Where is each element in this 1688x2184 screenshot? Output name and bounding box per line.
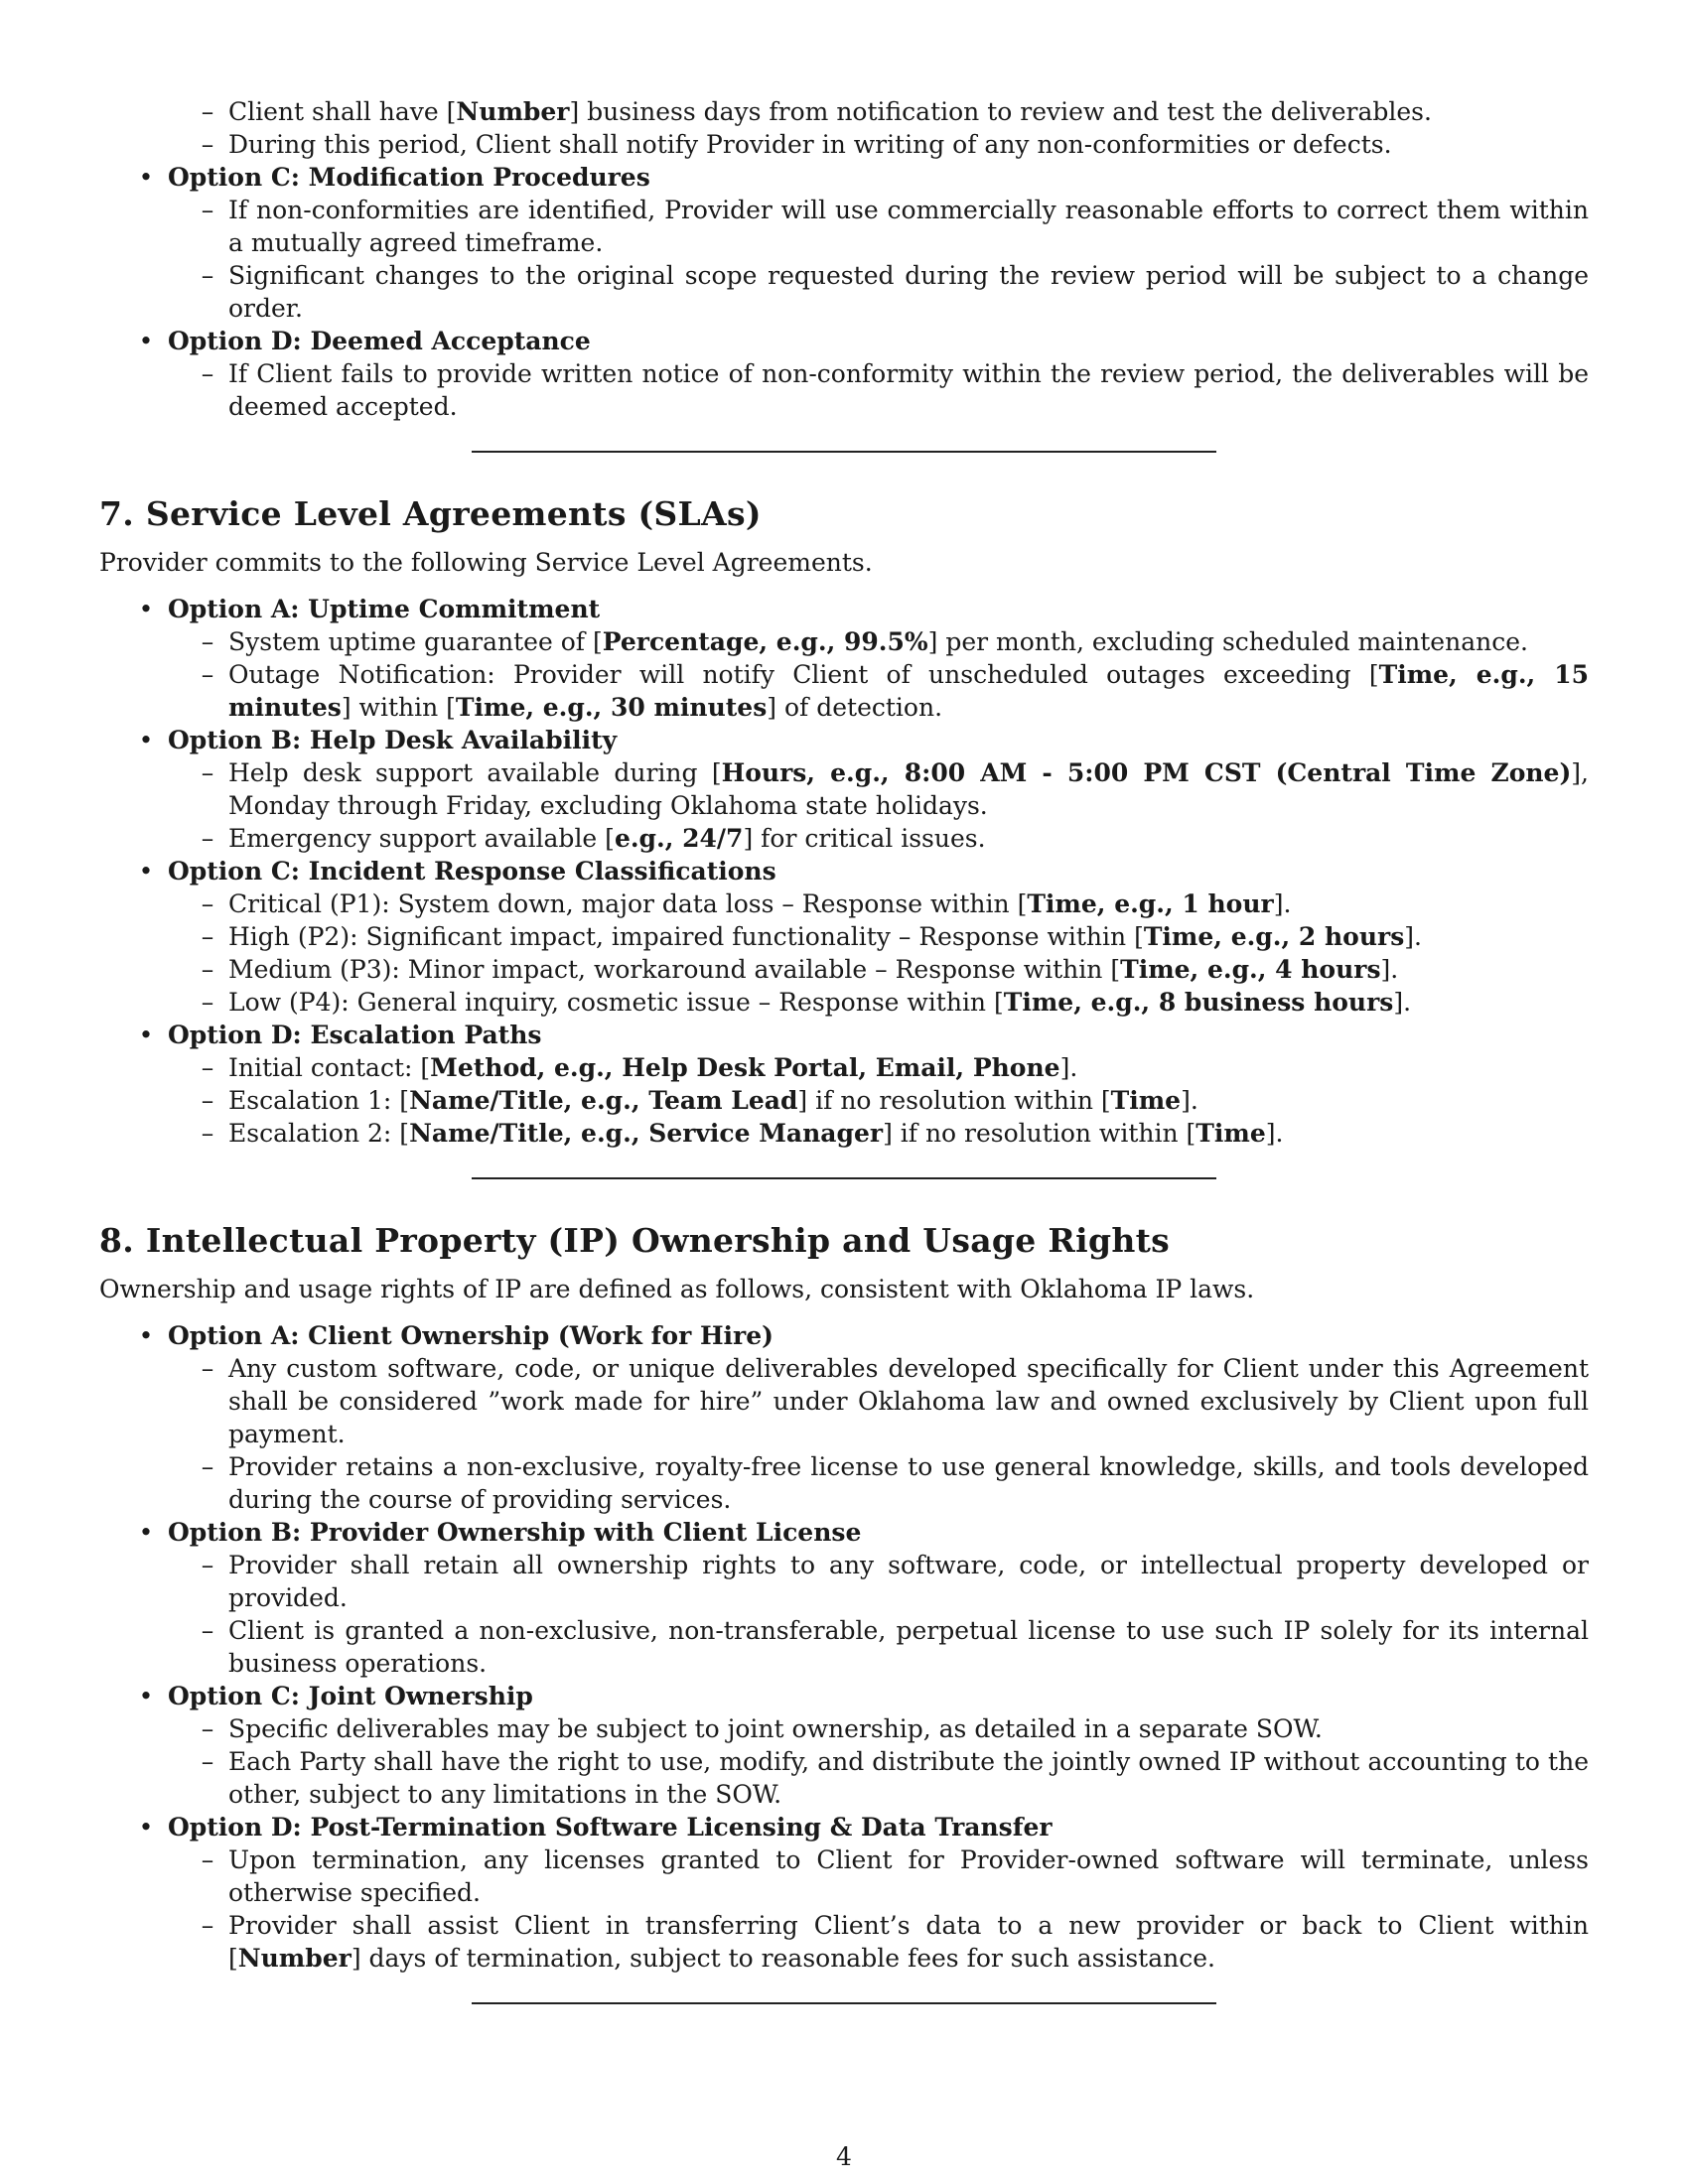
clause-text: ]. (1404, 922, 1422, 951)
page-number: 4 (836, 2142, 852, 2171)
placeholder-field-text: Time, e.g., 15 minutes (228, 660, 1589, 722)
sub-item (168, 1084, 1589, 1117)
clause-text: ] for critical issues. (743, 824, 986, 853)
clause-text: System uptime guarantee of [ (228, 627, 603, 656)
option-item (99, 1019, 1589, 1150)
placeholder-field-text: Time, e.g., 8 business hours (1003, 988, 1394, 1017)
section-divider (472, 451, 1216, 453)
sub-item (168, 1051, 1589, 1084)
sub-item (168, 1712, 1589, 1745)
dash-icon: – (201, 261, 214, 290)
placeholder-field-text: Name/Title, e.g., Team Lead (409, 1086, 798, 1115)
bullet-icon: • (138, 1321, 154, 1350)
sub-item (168, 822, 1589, 855)
clause-text: Medium (P3): Minor impact, workaround available – Response within [ (228, 955, 1121, 984)
section-divider (472, 1177, 1216, 1179)
clause-text: If non-conformities are identified, Provider will use commercially reasonable efforts to correct them within a mutually agreed timeframe. (228, 196, 1589, 257)
dash-icon: – (201, 97, 214, 126)
sub-item-list (168, 887, 1589, 1019)
option-title: Option D: Deemed Acceptance (168, 327, 591, 355)
clause-text: Client shall have [ (228, 97, 457, 126)
bullet-icon: • (138, 1021, 154, 1049)
clause-text: Escalation 2: [ (228, 1119, 410, 1148)
option-item (99, 724, 1589, 855)
clause-text: Help desk support available during [ (228, 758, 722, 787)
clause-text: ] if no resolution within [ (883, 1119, 1196, 1148)
clause-text: High (P2): Significant impact, impaired functionality – Response within [ (228, 922, 1144, 951)
option-title: Option D: Escalation Paths (168, 1021, 542, 1049)
placeholder-field-text: Time, e.g., 4 hours (1120, 955, 1381, 984)
option-title: Option A: Uptime Commitment (168, 595, 601, 623)
dash-icon: – (201, 1616, 214, 1645)
bullet-icon: • (138, 1682, 154, 1710)
clause-text: Significant changes to the original scope requested during the review period will be subject to a change order. (228, 261, 1589, 323)
dash-icon: – (201, 889, 214, 918)
option-title: Option C: Joint Ownership (168, 1682, 533, 1710)
clause-text: ]. (1181, 1086, 1198, 1115)
clause-text: Critical (P1): System down, major data loss – Response within [ (228, 889, 1028, 918)
clause-text: If Client fails to provide written notice of non-conformity within the review period, the deliverables will be deemed accepted. (228, 359, 1589, 421)
sub-item-list (168, 1549, 1589, 1680)
sub-item (168, 1352, 1589, 1450)
dash-icon: – (201, 922, 214, 951)
clause-text: Each Party shall have the right to use, modify, and distribute the jointly owned IP without accounting to the other, subject to any limitations in the SOW. (228, 1747, 1589, 1809)
section-7-option-list (99, 593, 1589, 1150)
clause-text: During this period, Client shall notify Provider in writing of any non-conformities or defects. (228, 130, 1392, 159)
clause-text: ]. (1059, 1053, 1078, 1082)
section-8-intro: Ownership and usage rights of IP are defined as follows, consistent with Oklahoma IP laws. (99, 1275, 1255, 1303)
sub-item (168, 1909, 1589, 1975)
placeholder-field-text: Time, e.g., 30 minutes (455, 693, 768, 722)
sub-item (168, 756, 1589, 822)
placeholder-field-text: Hours, e.g., 8:00 AM - 5:00 PM CST (Central Time Zone) (721, 758, 1572, 787)
sub-item (168, 1549, 1589, 1614)
clause-text: ]. (1273, 889, 1292, 918)
option-title: Option B: Provider Ownership with Client License (168, 1518, 862, 1547)
clause-text: ] business days from notification to review and test the deliverables. (569, 97, 1432, 126)
placeholder-field-text: Name/Title, e.g., Service Manager (409, 1119, 884, 1148)
placeholder-field-text: Percentage, e.g., 99.5% (602, 627, 928, 656)
sub-item-list (168, 357, 1589, 423)
dash-icon: – (201, 1911, 214, 1940)
dash-icon: – (201, 1551, 214, 1579)
clause-text: Outage Notification: Provider will notify Client of unscheduled outages exceeding [ (228, 660, 1379, 689)
option-title: Option C: Modification Procedures (168, 163, 650, 192)
placeholder-field-text: e.g., 24/7 (614, 824, 744, 853)
sub-item-list (168, 1051, 1589, 1150)
sub-item-list (168, 1843, 1589, 1975)
dash-icon: – (201, 1086, 214, 1115)
sub-item (168, 625, 1589, 658)
clause-text: ]. (1393, 988, 1412, 1017)
sub-item (168, 1843, 1589, 1909)
clause-text: ] per month, excluding scheduled maintenance. (927, 627, 1528, 656)
placeholder-field-text: Number (237, 1944, 352, 1973)
clause-text: ] if no resolution within [ (797, 1086, 1111, 1115)
intro-option-list (99, 95, 1589, 423)
dash-icon: – (201, 1714, 214, 1743)
placeholder-field-text: Method, e.g., Help Desk Portal, Email, Phone (430, 1053, 1060, 1082)
dash-icon: – (201, 196, 214, 224)
sub-item (168, 986, 1589, 1019)
option-item (99, 1680, 1589, 1811)
dash-icon: – (201, 1053, 214, 1082)
dash-icon: – (201, 359, 214, 388)
sub-item-list (168, 1352, 1589, 1516)
dash-icon: – (201, 1452, 214, 1481)
bullet-icon: • (138, 327, 154, 355)
option-item (99, 1319, 1589, 1516)
dash-icon: – (201, 627, 214, 656)
clause-text: Initial contact: [ (228, 1053, 431, 1082)
sub-item (168, 128, 1589, 161)
dash-icon: – (201, 130, 214, 159)
sub-item (168, 658, 1589, 724)
clause-text: Provider shall assist Client in transferring Client’s data to a new provider or back to Client within [ (228, 1911, 1589, 1973)
sub-item-list (168, 95, 1589, 161)
option-item (99, 855, 1589, 1019)
dash-icon: – (201, 955, 214, 984)
placeholder-field-text: Time, e.g., 1 hour (1027, 889, 1274, 918)
sub-item (168, 1745, 1589, 1811)
document-page (99, 95, 1589, 2004)
dash-icon: – (201, 988, 214, 1017)
clause-text: Any custom software, code, or unique deliverables developed specifically for Client under this Agreement shall be considered ”work made for hire” under Oklahoma law and owned exclusively by Client upon full payment. (228, 1354, 1589, 1448)
sub-item-list (168, 756, 1589, 855)
option-title: Option A: Client Ownership (Work for Hire) (168, 1321, 774, 1350)
sub-item (168, 259, 1589, 325)
clause-text: Upon termination, any licenses granted to Client for Provider-owned software will terminate, unless otherwise specified. (228, 1845, 1589, 1907)
clause-text: ] days of termination, subject to reasonable fees for such assistance. (351, 1944, 1215, 1973)
section-8-option-list (99, 1319, 1589, 1975)
sub-item (168, 1614, 1589, 1680)
sub-item-list (168, 1712, 1589, 1811)
bullet-icon: • (138, 595, 154, 623)
clause-text: Provider retains a non-exclusive, royalty-free license to use general knowledge, skills, and tools developed during the course of providing services. (228, 1452, 1589, 1514)
option-title: Option C: Incident Response Classifications (168, 857, 776, 886)
placeholder-field-text: Number (456, 97, 570, 126)
sub-item (168, 953, 1589, 986)
placeholder-field-text: Time (1196, 1119, 1266, 1148)
placeholder-field-text: Time (1110, 1086, 1182, 1115)
option-item (99, 1516, 1589, 1680)
dash-icon: – (201, 660, 214, 689)
clause-text: Provider shall retain all ownership rights to any software, code, or intellectual property developed or provided. (228, 1551, 1589, 1612)
clause-text: Client is granted a non-exclusive, non-transferable, perpetual license to use such IP solely for its internal business operations. (228, 1616, 1589, 1678)
dash-icon: – (201, 1747, 214, 1776)
option-item (99, 95, 1589, 161)
bullet-icon: • (138, 163, 154, 192)
clause-text: ]. (1380, 955, 1399, 984)
sub-item-list (168, 625, 1589, 724)
section-8-heading: 8. Intellectual Property (IP) Ownership and Usage Rights (99, 1221, 1171, 1260)
placeholder-field-text: Time, e.g., 2 hours (1143, 922, 1405, 951)
dash-icon: – (201, 1119, 214, 1148)
dash-icon: – (201, 1354, 214, 1383)
option-item (99, 593, 1589, 724)
sub-item (168, 194, 1589, 259)
option-title: Option D: Post-Termination Software Licensing & Data Transfer (168, 1813, 1053, 1842)
sub-item-list (168, 194, 1589, 325)
clause-text: Escalation 1: [ (228, 1086, 410, 1115)
sub-item (168, 1450, 1589, 1516)
clause-text: Low (P4): General inquiry, cosmetic issue – Response within [ (228, 988, 1004, 1017)
option-item (99, 325, 1589, 423)
clause-text: ], Monday through Friday, excluding Oklahoma state holidays. (228, 758, 1589, 820)
sub-item (168, 95, 1589, 128)
bullet-icon: • (138, 1813, 154, 1842)
sub-item (168, 887, 1589, 920)
clause-text: ] within [ (341, 693, 456, 722)
option-item (99, 161, 1589, 325)
section-7-heading: 7. Service Level Agreements (SLAs) (99, 494, 762, 533)
dash-icon: – (201, 1845, 214, 1874)
clause-text: ] of detection. (767, 693, 943, 722)
bullet-icon: • (138, 1518, 154, 1547)
sub-item (168, 357, 1589, 423)
clause-text: Emergency support available [ (228, 824, 615, 853)
section-divider (472, 2002, 1216, 2004)
clause-text: ]. (1265, 1119, 1284, 1148)
sub-item (168, 920, 1589, 953)
sub-item (168, 1117, 1589, 1150)
dash-icon: – (201, 824, 214, 853)
dash-icon: – (201, 758, 214, 787)
bullet-icon: • (138, 726, 154, 754)
section-7-intro: Provider commits to the following Service Level Agreements. (99, 548, 873, 577)
option-title: Option B: Help Desk Availability (168, 726, 618, 754)
clause-text: Specific deliverables may be subject to joint ownership, as detailed in a separate SOW. (228, 1714, 1323, 1743)
bullet-icon: • (138, 857, 154, 886)
option-item (99, 1811, 1589, 1975)
